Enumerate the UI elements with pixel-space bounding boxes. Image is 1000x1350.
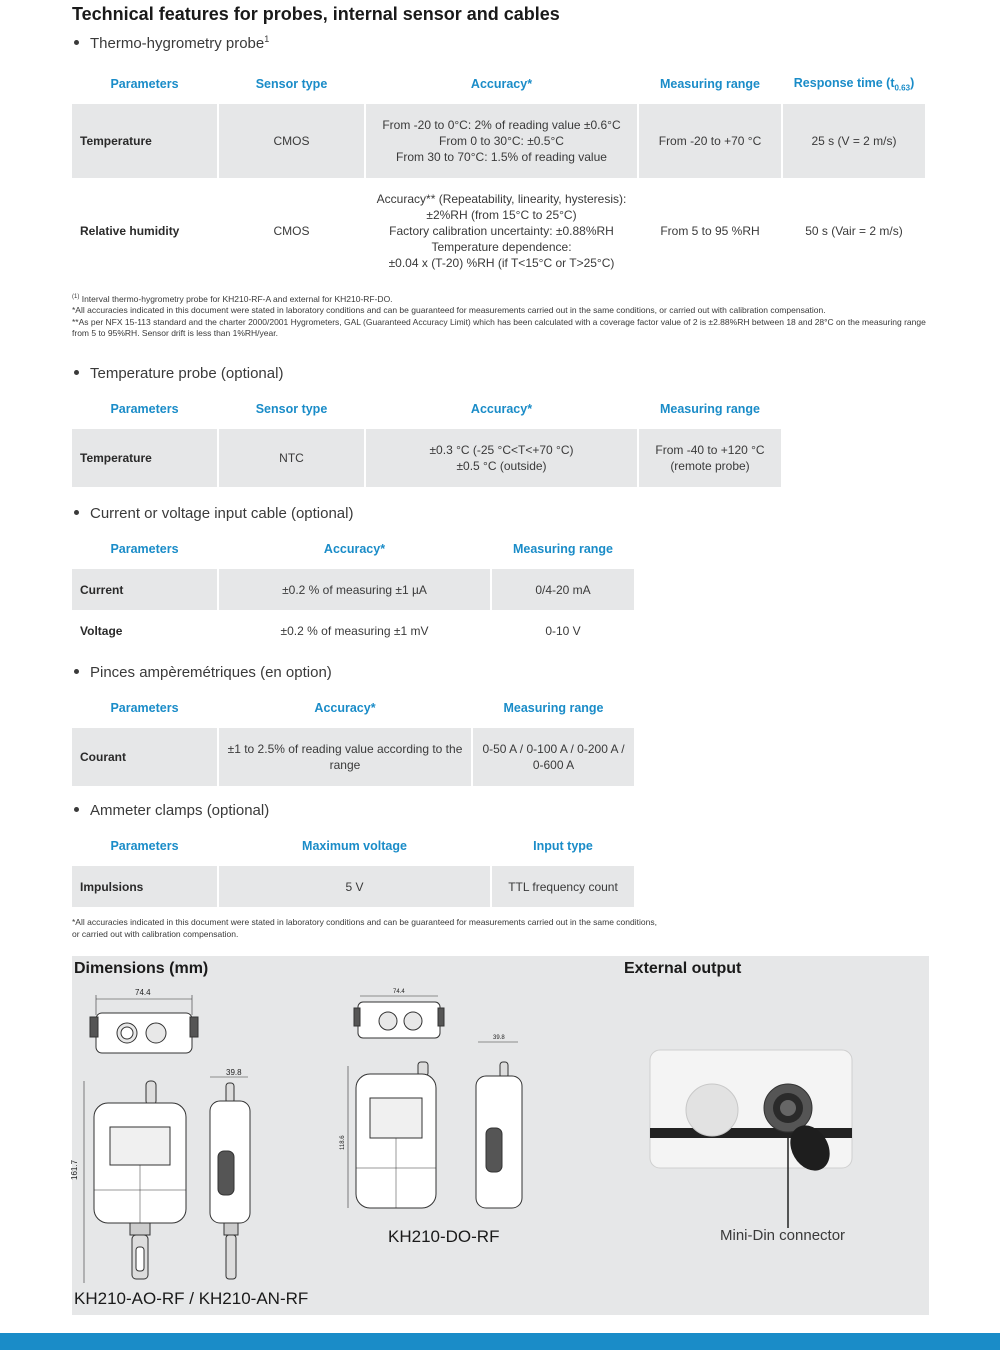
table-row	[72, 569, 634, 610]
page-title: Technical features for probes, internal sensor and cables	[72, 4, 560, 24]
sensor-cell: CMOS	[219, 104, 364, 178]
accuracy-cell: ±1 to 2.5% of reading value according to the range	[219, 728, 471, 786]
thermo-table	[70, 64, 927, 284]
range-cell: From -40 to +120 °C (remote probe)	[639, 429, 781, 487]
header-accuracy: Accuracy*	[323, 542, 386, 556]
side-view	[476, 1042, 522, 1208]
model-b-drawing	[338, 988, 548, 1218]
front-view	[84, 1081, 186, 1283]
header-accuracy: Accuracy*	[314, 701, 376, 715]
range-cell: 0-10 V	[545, 623, 581, 638]
model-a-drawing	[80, 985, 330, 1285]
header-measuring-range: Measuring range	[512, 542, 614, 556]
header-parameters: Parameters	[110, 542, 179, 556]
param-cell: Voltage	[80, 623, 123, 638]
model-b-width-label: 74.4	[393, 989, 405, 995]
header-parameters: Parameters	[110, 77, 179, 91]
section-heading-ammeter: Ammeter clamps (optional)	[74, 802, 269, 819]
bullet-icon	[74, 370, 79, 375]
header-sensor-type: Sensor type	[255, 77, 328, 91]
sensor-cell: NTC	[219, 429, 364, 487]
header-parameters: Parameters	[110, 839, 179, 853]
pinces-table	[70, 688, 636, 786]
sensor-cell: CMOS	[273, 224, 310, 238]
thermo-footnotes	[72, 292, 932, 340]
table-row	[72, 104, 925, 178]
side-view	[210, 1077, 250, 1279]
table-row	[72, 178, 925, 284]
bullet-icon	[74, 510, 79, 515]
bullet-icon	[74, 807, 79, 812]
header-sensor-type: Sensor type	[255, 402, 328, 416]
range-cell: From 5 to 95 %RH	[660, 224, 760, 238]
external-output-photo	[650, 1050, 860, 1190]
header-accuracy: Accuracy*	[470, 77, 533, 91]
dimensions-title: Dimensions (mm)	[74, 960, 209, 977]
header-accuracy: Accuracy*	[470, 402, 533, 416]
mini-din-connector-label: Mini-Din connector	[720, 1227, 846, 1244]
model-b-depth-label: 39.8	[493, 1035, 505, 1041]
bullet-icon	[74, 669, 79, 674]
ammeter-footnote: *All accuracies indicated in this document were stated in laboratory conditions and can be guaranteed for measurements carried out in the same conditions, or carried out with calibration compensation.	[72, 917, 657, 939]
section-heading-temp-probe: Temperature probe (optional)	[74, 365, 283, 382]
header-parameters: Parameters	[110, 701, 179, 715]
header-measuring-range: Measuring range	[659, 77, 761, 91]
section-heading-thermo: Thermo-hygrometry probe$^1$	[74, 34, 269, 52]
footnote-3: **As per NFX 15-113 standard and the charter 2000/2001 Hygrometers, GAL (Guaranteed Accuracy Limit) which has been calculated with a coverage factor value of 2 is ±2.88%RH between 18 and 28°C on the measuring range from 5 to 95%RH. Sensor drift is less than 1%RH/year.	[72, 316, 926, 339]
section-heading-pinces: Pinces ampèremétriques (en option)	[74, 664, 332, 681]
footnote-2: *All accuracies indicated in this document were stated in laboratory conditions and can be guaranteed for measurements carried out in the same conditions, or carried out with calibration compensation.	[72, 305, 826, 316]
accuracy-cell: From -20 to 0°C: 2% of reading value ±0.6°C From 0 to 30°C: ±0.5°C From 30 to 70°C: 1.5% of reading value	[366, 104, 637, 178]
param-cell: Relative humidity	[80, 224, 180, 238]
header-measuring-range: Measuring range	[659, 402, 761, 416]
param-cell: Impulsions	[72, 866, 217, 907]
ammeter-table	[70, 826, 636, 907]
model-a-width-label: 74.4	[135, 988, 151, 997]
header-parameters: Parameters	[110, 402, 179, 416]
model-a-caption: KH210-AO-RF / KH210-AN-RF	[74, 1289, 309, 1308]
temp-probe-table	[70, 389, 783, 487]
model-a-depth-label: 39.8	[226, 1068, 242, 1077]
accuracy-cell: ±0.3 °C (-25 °C<T<+70 °C) ±0.5 °C (outside)	[366, 429, 637, 487]
top-view	[354, 996, 444, 1038]
voltage-cell: 5 V	[219, 866, 490, 907]
accuracy-cell: ±0.2 % of measuring ±1 µA	[219, 569, 490, 610]
accuracy-cell: Accuracy** (Repeatability, linearity, hysteresis): ±2%RH (from 15°C to 25°C) Factory calibration uncertainty: ±0.88%RH Temperature dependence: ±0.04 x (T-20) %RH (if T<15°C or T>25°C)	[376, 192, 627, 270]
header-input-type: Input type	[533, 839, 593, 853]
bullet-icon	[74, 40, 79, 45]
table-row	[72, 429, 781, 487]
range-cell: From -20 to +70 °C	[639, 104, 781, 178]
section-heading-current-voltage: Current or voltage input cable (optional)	[74, 505, 353, 522]
param-cell: Current	[72, 569, 217, 610]
model-a-height-label: 161.7	[70, 1159, 79, 1180]
range-cell: 0/4-20 mA	[492, 569, 634, 610]
param-cell: Temperature	[72, 104, 217, 178]
param-cell: Temperature	[72, 429, 217, 487]
footnote-1: $^{(1)}$ Interval thermo-hygrometry probe for KH210-RF-A and external for KH210-RF-DO.	[72, 293, 393, 304]
external-output-title: External output	[624, 960, 742, 977]
input-cell: TTL frequency count	[492, 866, 634, 907]
range-cell: 0-50 A / 0-100 A / 0-200 A / 0-600 A	[473, 728, 634, 786]
header-measuring-range: Measuring range	[503, 701, 604, 715]
top-view	[90, 995, 198, 1053]
table-row	[72, 866, 634, 907]
current-voltage-table	[70, 529, 636, 651]
param-cell: Courant	[72, 728, 217, 786]
header-maximum-voltage: Maximum voltage	[302, 839, 407, 853]
response-cell: 50 s (Vair = 2 m/s)	[805, 224, 903, 238]
table-row	[72, 610, 634, 651]
model-b-height-label: 118.6	[340, 1135, 346, 1150]
front-view	[348, 1062, 436, 1208]
model-b-caption: KH210-DO-RF	[388, 1227, 500, 1246]
response-cell: 25 s (V = 2 m/s)	[783, 104, 925, 178]
table-row	[72, 728, 634, 786]
accuracy-cell: ±0.2 % of measuring ±1 mV	[280, 623, 429, 638]
header-response-time: Response time $(t_{0.63})$	[793, 75, 915, 93]
footer-bar	[0, 1333, 1000, 1350]
